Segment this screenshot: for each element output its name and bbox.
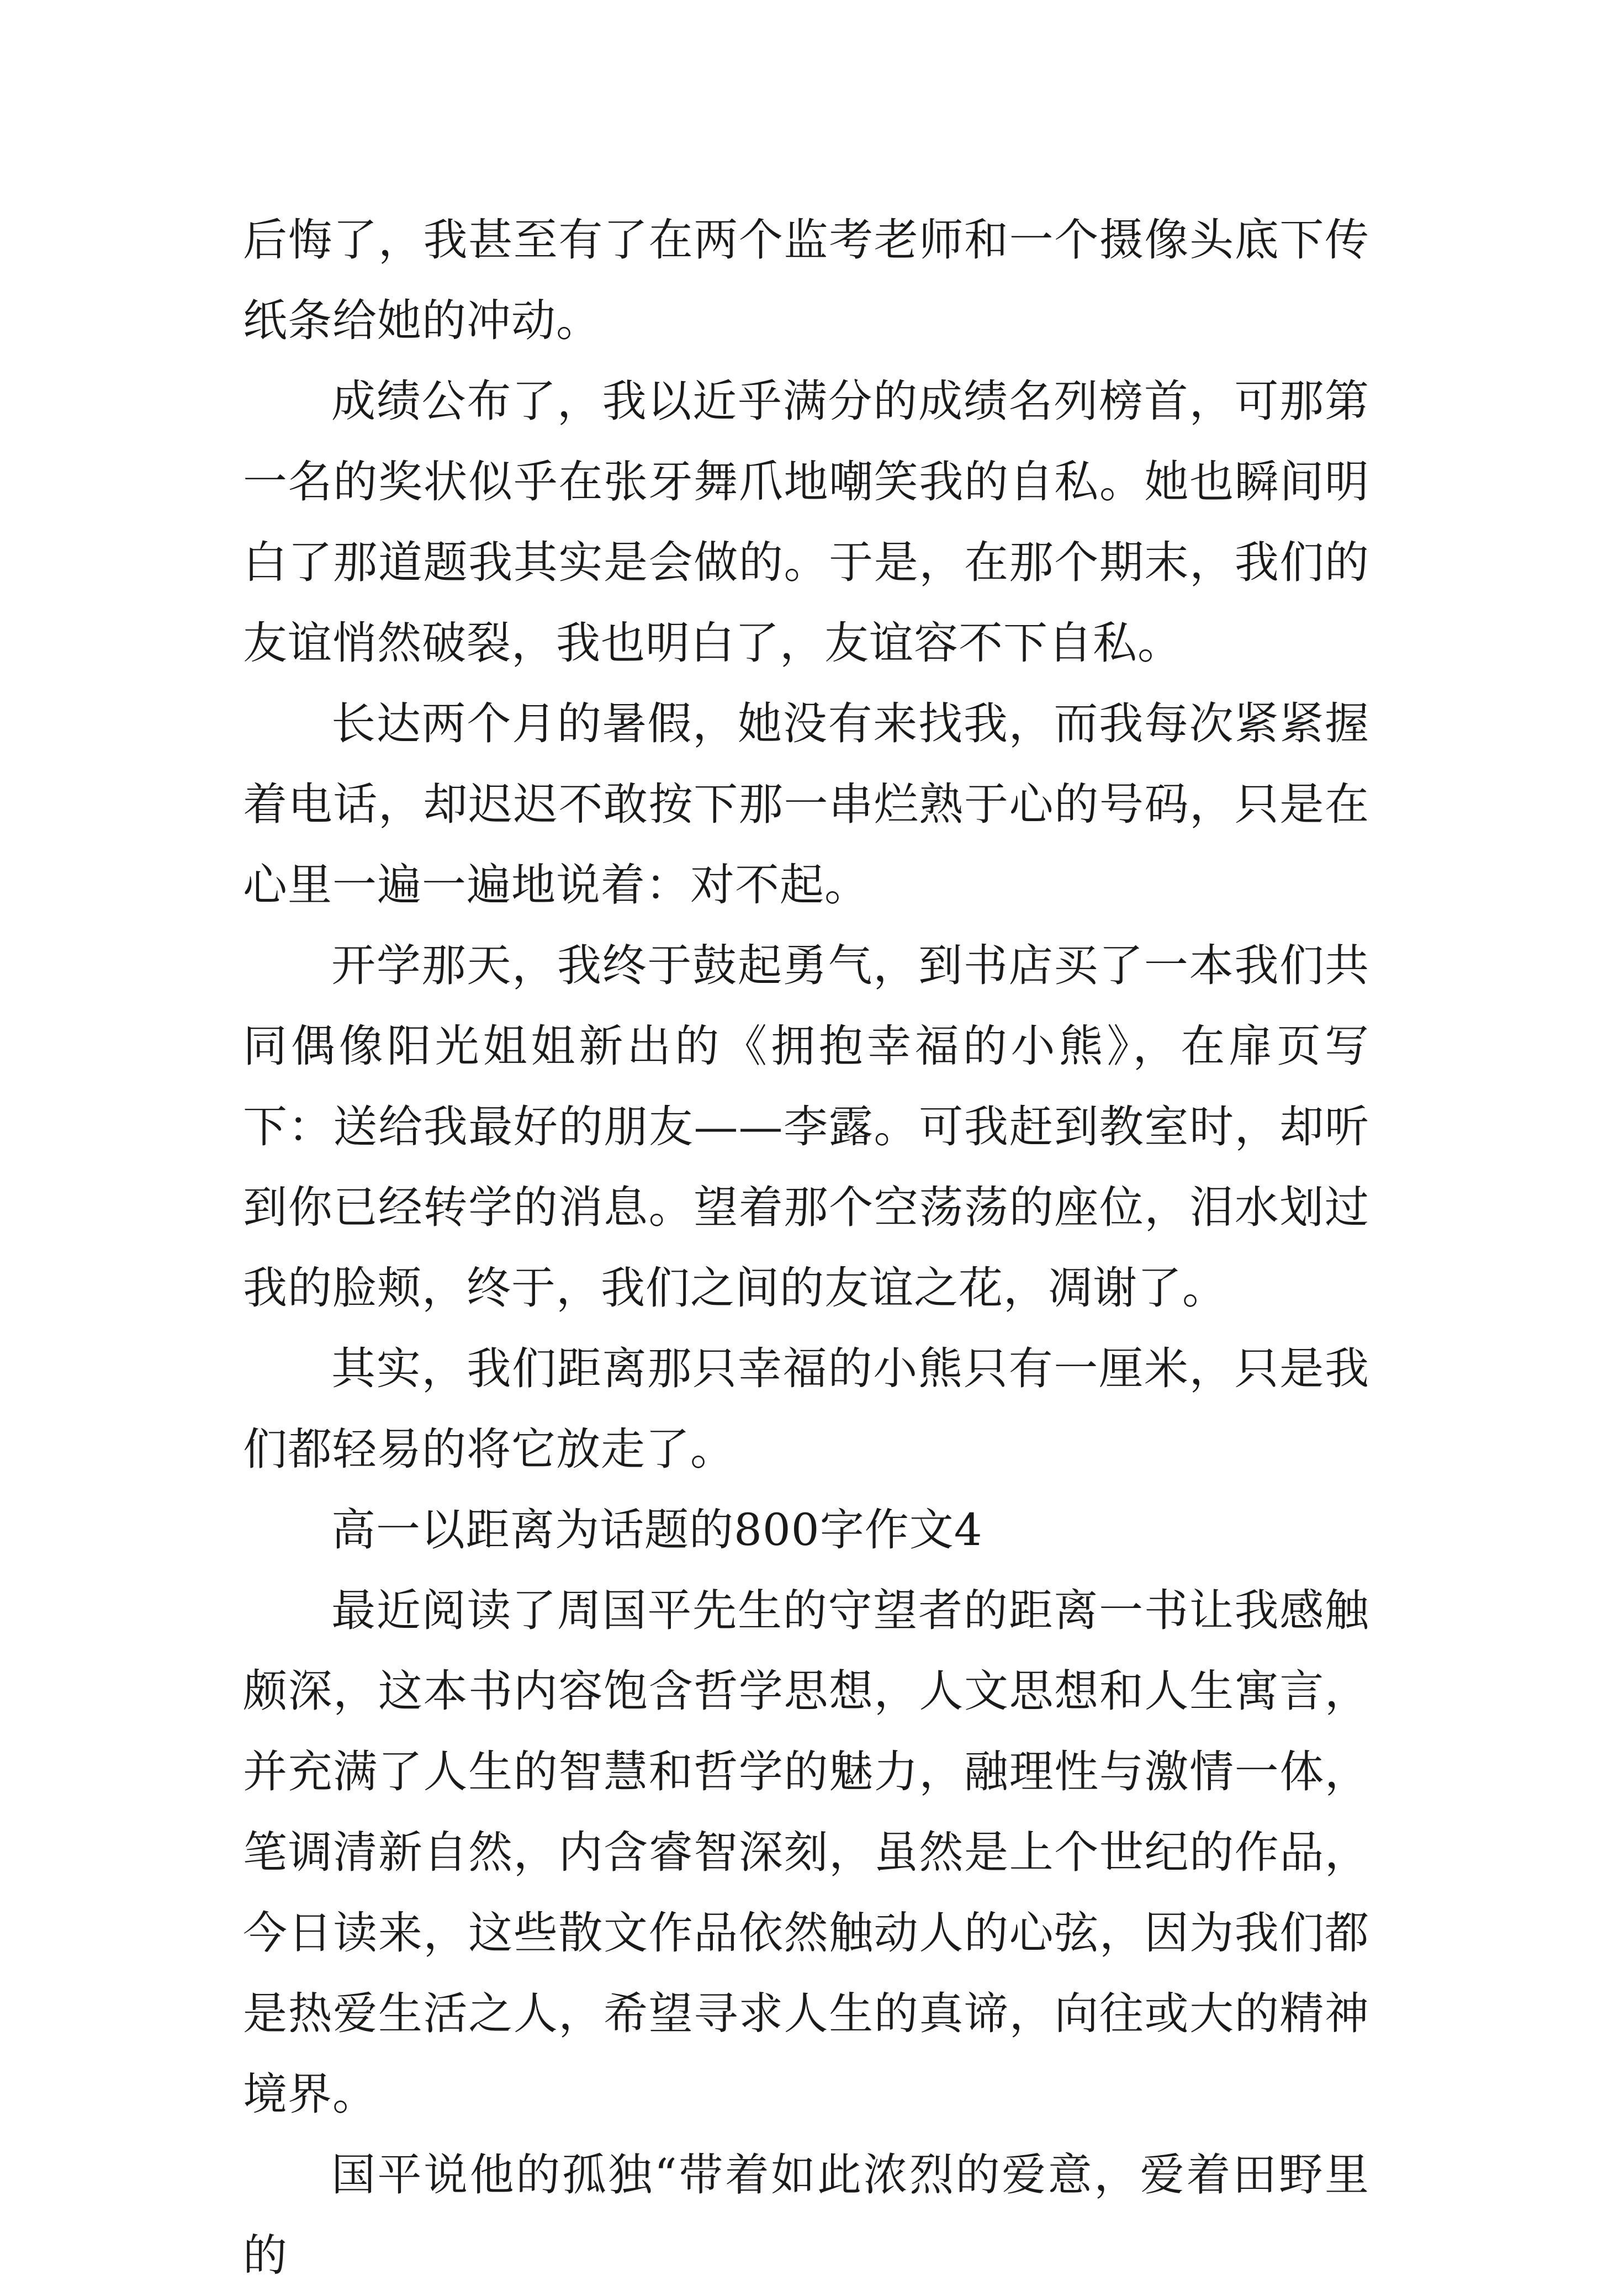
section-heading: 高一以距离为话题的800字作文4 [331, 1504, 983, 1556]
paragraph: 长达两个月的暑假，她没有来找我，而我每次紧紧握着电话，却迟迟不敢按下那一串烂熟于心的号码，只是在心里一遍一遍地说着：对不起。 [243, 698, 1369, 911]
paragraph: 开学那天，我终于鼓起勇气，到书店买了一本我们共同偶像阳光姐姐新出的《拥抱幸福的小熊》，在扉页写下：送给我最好的朋友——李露。可我赶到教室时，却听到你已经转学的消息。望着那个空荡荡的座位，泪水划过我的脸颊，终于，我们之间的友谊之花，凋谢了。 [243, 940, 1369, 1314]
paragraph: 成绩公布了，我以近乎满分的成绩名列榜首，可那第一名的奖状似乎在张牙舞爪地嘲笑我的自私。她也瞬间明白了那道题我其实是会做的。于是，在那个期末，我们的友谊悄然破裂，我也明白了，友谊容不下自私。 [243, 375, 1369, 669]
paragraph: 其实，我们距离那只幸福的小熊只有一厘米，只是我们都轻易的将它放走了。 [243, 1343, 1369, 1475]
paragraph: 最近阅读了周国平先生的守望者的距离一书让我感触颇深，这本书内容饱含哲学思想，人文思想和人生寓言，并充满了人生的智慧和哲学的魅力，融理性与激情一体，笔调清新自然，内含睿智深刻，虽然是上个世纪的作品，今日读来，这些散文作品依然触动人的心弦，因为我们都是热爱生活之人，希望寻求人生的真谛，向往或大的精神境界。 [243, 1585, 1369, 2120]
paragraph: 国平说他的孤独“带着如此浓烈的爱意，爱着田野里的 [243, 2149, 1369, 2281]
paragraph: 后悔了，我甚至有了在两个监考老师和一个摄像头底下传纸条给她的冲动。 [243, 214, 1369, 346]
document-body [243, 200, 1369, 2296]
